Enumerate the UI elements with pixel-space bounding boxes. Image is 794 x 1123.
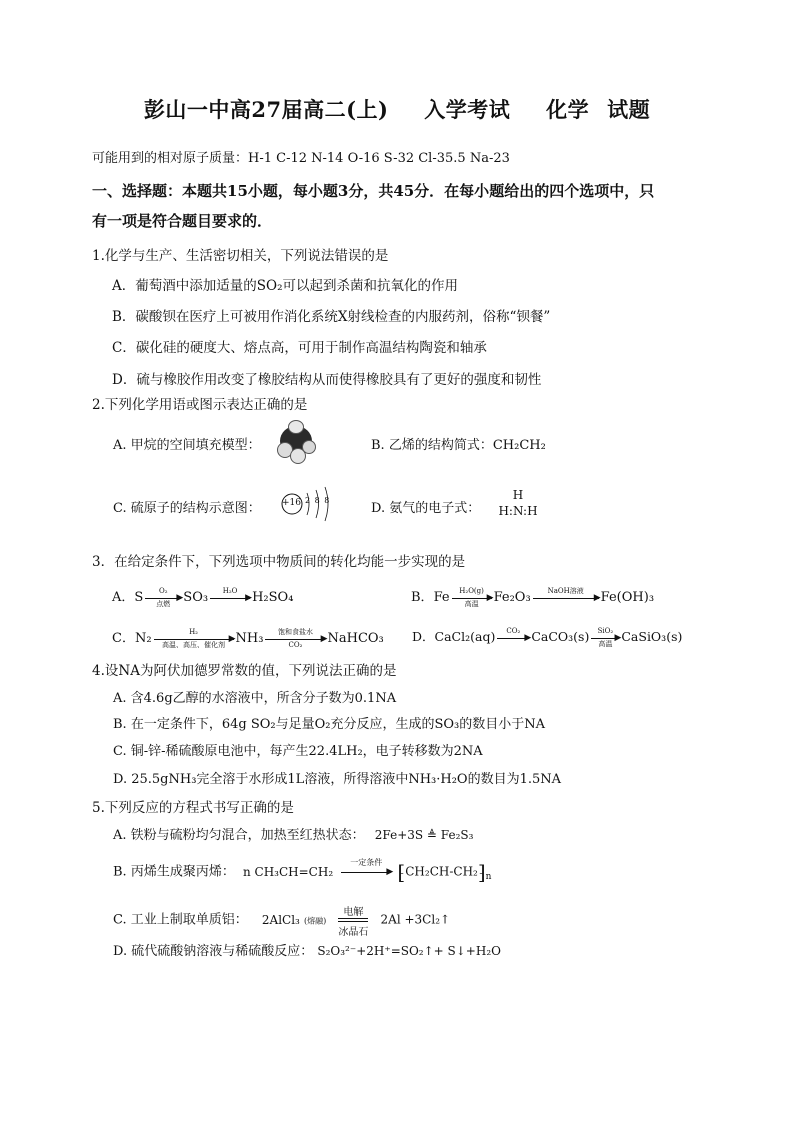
q3-d-arrow2: SiO₂ ▶ 高温 <box>591 630 619 646</box>
q3-option-d <box>412 627 682 646</box>
q5-option-b: B. 丙烯生成聚丙烯： n CH₃CH=CH₂ 一定条件 ▶ $⁅CH_2CH-CH_2⁆_n$ <box>113 858 492 884</box>
q3-option-c <box>112 627 384 647</box>
q3-a-arrow2: H₂O ▶ <box>210 590 250 606</box>
q3-d-label: D． <box>412 629 435 644</box>
q3-c-s3: NaHCO₃ <box>327 631 384 646</box>
q1-option-b: B．碳酸钡在医疗上可被用作消化系统X射线检查的内服药剂，俗称“钡餐” <box>112 309 551 325</box>
q4-stem: 4.设NA为阿伏加德罗常数的值，下列说法正确的是 <box>92 663 397 679</box>
q3-a-s1: S <box>134 590 144 605</box>
q5-a-text: A. 铁粉与硫粉均匀混合，加热至红热状态： <box>113 828 365 843</box>
q3-a-s3: H₂SO₄ <box>252 590 294 605</box>
title-kind: 试题 <box>607 97 651 122</box>
q3-c-s2: NH₃ <box>235 631 264 646</box>
q5-c-product: 2Al +3Cl₂↑ <box>380 912 451 927</box>
q3-c-arrow2: 饱和食盐水 ▶ CO₂ <box>265 631 325 647</box>
q5-d-text: D. 硫代硫酸钠溶液与稀硫酸反应： <box>113 944 314 959</box>
q4-option-c: C. 铜-锌-稀硫酸原电池中，每产生22.4LH₂，电子转移数为2NA <box>113 744 483 759</box>
ammonia-lewis-top: H <box>512 488 524 502</box>
q5-b-subscript: n <box>485 872 492 883</box>
sulfur-atom-diagram <box>280 484 336 524</box>
q2-option-a: A. 甲烷的空间填充模型： <box>113 438 261 453</box>
q1-option-c: C．碳化硅的硬度大、熔点高，可用于制作高温结构陶瓷和轴承 <box>112 340 487 356</box>
sulfur-shell-electrons: 2 8 8 <box>305 496 331 505</box>
q3-stem: 3．在给定条件下，下列选项中物质间的转化均能一步实现的是 <box>92 554 466 570</box>
q3-b-arrow1-top: H₂O(g) <box>459 586 484 595</box>
q3-c-s1: N₂ <box>134 631 152 646</box>
q5-c-arrow-top: 电解 <box>343 907 364 918</box>
q3-b-s1: Fe <box>433 590 450 605</box>
q5-option-d <box>113 940 501 959</box>
q3-b-arrow2-top: NaOH溶液 <box>547 586 584 595</box>
q3-b-arrow2: NaOH溶液 ▶ <box>533 590 599 606</box>
ammonia-lewis-row: H:N:H <box>498 504 538 518</box>
q1-option-d: D．硫与橡胶作用改变了橡胶结构从而使得橡胶具有了更好的强度和韧性 <box>112 372 542 388</box>
page-title <box>0 94 794 124</box>
q3-a-arrow1: O₂ ▶ 点燃 <box>145 590 181 606</box>
section-heading-line2: 有一项是符合题目要求的． <box>92 212 273 230</box>
q5-b-product: CH₂CH-CH₂ <box>405 864 478 879</box>
atomic-masses: 可能用到的相对原子质量：H-1 C-12 N-14 O-16 S-32 Cl-35.5 Na-23 <box>92 151 510 166</box>
q5-d-equation: S₂O₃²⁻+2H⁺=SO₂↑+ S↓+H₂O <box>317 944 501 958</box>
q3-d-s1: CaCl₂(aq) <box>434 629 496 644</box>
q4-option-d: D. 25.5gNH₃完全溶于水形成1L溶液，所得溶液中NH₃·H₂O的数目为1.5NA <box>113 772 562 787</box>
q3-b-arrow1: H₂O(g) ▶ 高温 <box>452 590 492 606</box>
q5-c-melt: (熔融) <box>304 916 327 926</box>
q3-d-arrow1: CO₂ ▶ <box>497 630 529 646</box>
q3-b-label: B． <box>411 590 434 605</box>
title-school: 彭山一中高27届高二(上) <box>143 97 389 122</box>
q3-d-s2: CaCO₃(s) <box>531 629 590 644</box>
q5-b-text: B. 丙烯生成聚丙烯： <box>113 864 235 880</box>
q3-c-label: C． <box>112 631 135 646</box>
q2-stem: 2.下列化学用语或图示表达正确的是 <box>92 397 308 413</box>
q3-a-s2: SO₃ <box>183 590 209 605</box>
q3-c-arrow1-bot: 高温、高压、催化剂 <box>162 640 226 649</box>
q5-option-a <box>113 824 473 843</box>
q3-c-arrow2-top: 饱和食盐水 <box>277 627 313 636</box>
q3-option-b <box>411 586 654 606</box>
q2-option-c: C. 硫原子的结构示意图： <box>113 501 261 516</box>
q3-d-arrow2-top: SiO₂ <box>597 626 614 635</box>
q3-c-arrow1: H₂ ▶ 高温、高压、催化剂 <box>154 631 234 647</box>
q3-d-arrow1-top: CO₂ <box>506 626 521 635</box>
q5-b-arrow-cond: 一定条件 <box>350 858 383 867</box>
q5-b-arrow: 一定条件 ▶ <box>341 864 391 880</box>
section-heading-line1: 一、选择题：本题共15小题，每小题3分，共45分．在每小题给出的四个选项中，只 <box>92 182 655 200</box>
q3-b-arrow1-bot: 高温 <box>464 599 479 608</box>
q4-option-b: B. 在一定条件下，64g SO₂与足量O₂充分反应，生成的SO₃的数目小于NA <box>113 717 545 732</box>
q1-stem: 1.化学与生产、生活密切相关，下列说法错误的是 <box>92 248 389 264</box>
q5-option-c <box>113 905 451 938</box>
q3-a-label: A． <box>112 590 135 605</box>
q3-a-arrow1-top: O₂ <box>159 586 168 595</box>
q3-b-s2: Fe₂O₃ <box>493 590 531 605</box>
title-subject: 化学 <box>546 97 590 122</box>
q2-option-d: D. 氨气的电子式： <box>371 501 481 516</box>
q5-a-equation: 2Fe+3S ≜ Fe₂S₃ <box>374 828 474 842</box>
q3-b-s3: Fe(OH)₃ <box>600 590 655 605</box>
q3-a-arrow2-top: H₂O <box>222 586 238 595</box>
q2-option-b: B. 乙烯的结构简式：CH₂CH₂ <box>371 438 546 453</box>
q5-c-reactant: 2AlCl₃ <box>261 912 300 927</box>
q3-option-a <box>112 586 293 606</box>
title-exam: 入学考试 <box>424 97 511 122</box>
methane-model-image <box>276 420 316 464</box>
q3-c-arrow1-top: H₂ <box>189 627 198 636</box>
q5-c-text: C. 工业上制取单质铝： <box>113 912 248 928</box>
q3-d-s3: CaSiO₃(s) <box>621 629 683 644</box>
q3-d-arrow2-bot: 高温 <box>598 639 613 648</box>
q5-c-arrow <box>336 905 370 938</box>
q4-option-a: A. 含4.6g乙醇的水溶液中，所含分子数为0.1NA <box>113 691 397 706</box>
q3-c-arrow2-bot: CO₂ <box>288 640 303 649</box>
q5-c-arrow-bot: 冰晶石 <box>338 927 369 938</box>
q5-b-reactant: n CH₃CH=CH₂ <box>242 864 334 879</box>
q3-a-arrow1-bot: 点燃 <box>156 599 171 608</box>
sulfur-nucleus-label: +16 <box>282 498 301 508</box>
q1-option-a: A．葡萄酒中添加适量的SO₂可以起到杀菌和抗氧化的作用 <box>112 278 458 294</box>
q5-stem: 5.下列反应的方程式书写正确的是 <box>92 800 294 816</box>
